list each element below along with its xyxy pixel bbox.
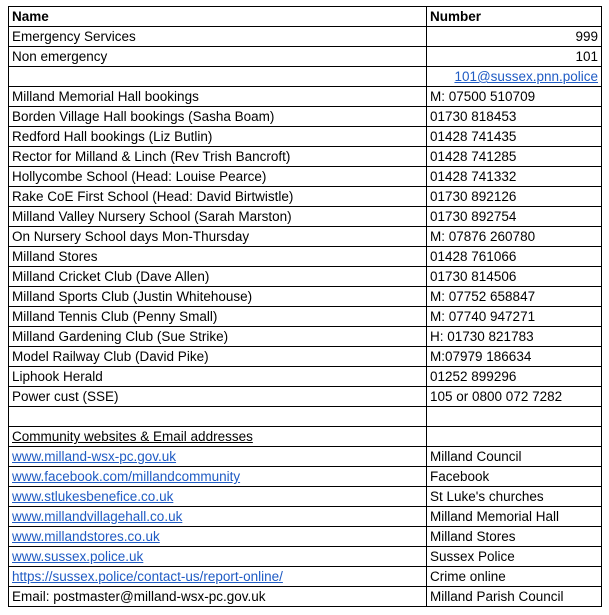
table-row	[9, 347, 602, 367]
table-row	[9, 207, 602, 227]
website-link[interactable]: www.stlukesbenefice.co.uk	[12, 489, 174, 504]
contact-name: Power cust (SSE)	[9, 387, 427, 407]
contact-name: Milland Memorial Hall bookings	[9, 87, 427, 107]
contacts-table	[8, 6, 602, 607]
empty-cell	[427, 427, 602, 447]
contact-number: M:07979 186634	[427, 347, 602, 367]
website-link[interactable]: www.sussex.police.uk	[12, 549, 144, 564]
contact-number: 01252 899296	[427, 367, 602, 387]
contact-name: Liphook Herald	[9, 367, 427, 387]
website-link[interactable]: https://sussex.police/contact-us/report-online/	[12, 569, 283, 584]
table-row	[9, 567, 602, 587]
contact-number: 01428 741285	[427, 147, 602, 167]
table-row	[9, 447, 602, 467]
website-label: Milland Memorial Hall	[427, 507, 602, 527]
spacer-row	[9, 407, 602, 427]
police-email-cell	[427, 67, 602, 87]
website-cell	[9, 507, 427, 527]
contact-name: Milland Sports Club (Justin Whitehouse)	[9, 287, 427, 307]
contact-name: Milland Gardening Club (Sue Strike)	[9, 327, 427, 347]
contact-number: 01428 741435	[427, 127, 602, 147]
contact-number: M: 07876 260780	[427, 227, 602, 247]
contact-name: Redford Hall bookings (Liz Butlin)	[9, 127, 427, 147]
website-label: Milland Stores	[427, 527, 602, 547]
table-row	[9, 107, 602, 127]
contact-number: 105 or 0800 072 7282	[427, 387, 602, 407]
contact-number: M: 07740 947271	[427, 307, 602, 327]
table-row	[9, 507, 602, 527]
contact-number: 01428 761066	[427, 247, 602, 267]
website-link[interactable]: www.milland-wsx-pc.gov.uk	[12, 449, 177, 464]
website-link[interactable]: www.millandstores.co.uk	[12, 529, 160, 544]
website-label: Milland Council	[427, 447, 602, 467]
website-label: Crime online	[427, 567, 602, 587]
contact-number: 101	[427, 47, 602, 67]
website-link[interactable]: www.facebook.com/millandcommunity	[12, 469, 241, 484]
website-cell	[9, 447, 427, 467]
website-cell	[9, 487, 427, 507]
table-row	[9, 187, 602, 207]
contact-number: 01730 818453	[427, 107, 602, 127]
table-row	[9, 467, 602, 487]
table-row	[9, 487, 602, 507]
name-header: Name	[9, 7, 427, 27]
contact-name: Milland Cricket Club (Dave Allen)	[9, 267, 427, 287]
table-row	[9, 87, 602, 107]
table-row	[9, 167, 602, 187]
table-row	[9, 147, 602, 167]
contact-name: Model Railway Club (David Pike)	[9, 347, 427, 367]
contact-number: 01730 892126	[427, 187, 602, 207]
contact-number: H: 01730 821783	[427, 327, 602, 347]
contact-name: Rector for Milland & Linch (Rev Trish Bancroft)	[9, 147, 427, 167]
table-row	[9, 387, 602, 407]
contact-name: Milland Stores	[9, 247, 427, 267]
contact-number: M: 07500 510709	[427, 87, 602, 107]
police-email-link[interactable]: 101@sussex.pnn.police	[454, 69, 598, 84]
contact-number: 01428 741332	[427, 167, 602, 187]
contact-number: 999	[427, 27, 602, 47]
website-link[interactable]: www.millandvillagehall.co.uk	[12, 509, 183, 524]
table-row	[9, 27, 602, 47]
table-row	[9, 247, 602, 267]
table-row	[9, 307, 602, 327]
table-row	[9, 287, 602, 307]
table-row	[9, 227, 602, 247]
section-title-row	[9, 427, 602, 447]
table-row	[9, 47, 602, 67]
table-row	[9, 267, 602, 287]
table-row	[9, 327, 602, 347]
website-cell	[9, 567, 427, 587]
contact-name: Non emergency	[9, 47, 427, 67]
contact-name: Borden Village Hall bookings (Sasha Boam)	[9, 107, 427, 127]
website-label: Sussex Police	[427, 547, 602, 567]
number-header: Number	[427, 7, 602, 27]
website-cell	[9, 527, 427, 547]
empty-cell	[9, 67, 427, 87]
contact-number: 01730 892754	[427, 207, 602, 227]
table-row	[9, 127, 602, 147]
table-row	[9, 527, 602, 547]
website-cell	[9, 547, 427, 567]
contact-name: On Nursery School days Mon-Thursday	[9, 227, 427, 247]
website-label: St Luke's churches	[427, 487, 602, 507]
website-label: Facebook	[427, 467, 602, 487]
email-row	[9, 587, 602, 607]
contact-number: M: 07752 658847	[427, 287, 602, 307]
email-label: Milland Parish Council	[427, 587, 602, 607]
web-section-title: Community websites & Email addresses	[9, 427, 427, 447]
contact-name: Milland Tennis Club (Penny Small)	[9, 307, 427, 327]
contact-name: Milland Valley Nursery School (Sarah Marston)	[9, 207, 427, 227]
empty-cell	[9, 407, 427, 427]
table-row	[9, 367, 602, 387]
table-row	[9, 67, 602, 87]
empty-cell	[427, 407, 602, 427]
header-row	[9, 7, 602, 27]
contact-number: 01730 814506	[427, 267, 602, 287]
contact-name: Emergency Services	[9, 27, 427, 47]
website-cell	[9, 467, 427, 487]
contact-name: Rake CoE First School (Head: David Birtwistle)	[9, 187, 427, 207]
email-text: Email: postmaster@milland-wsx-pc.gov.uk	[9, 587, 427, 607]
contact-name: Hollycombe School (Head: Louise Pearce)	[9, 167, 427, 187]
table-row	[9, 547, 602, 567]
